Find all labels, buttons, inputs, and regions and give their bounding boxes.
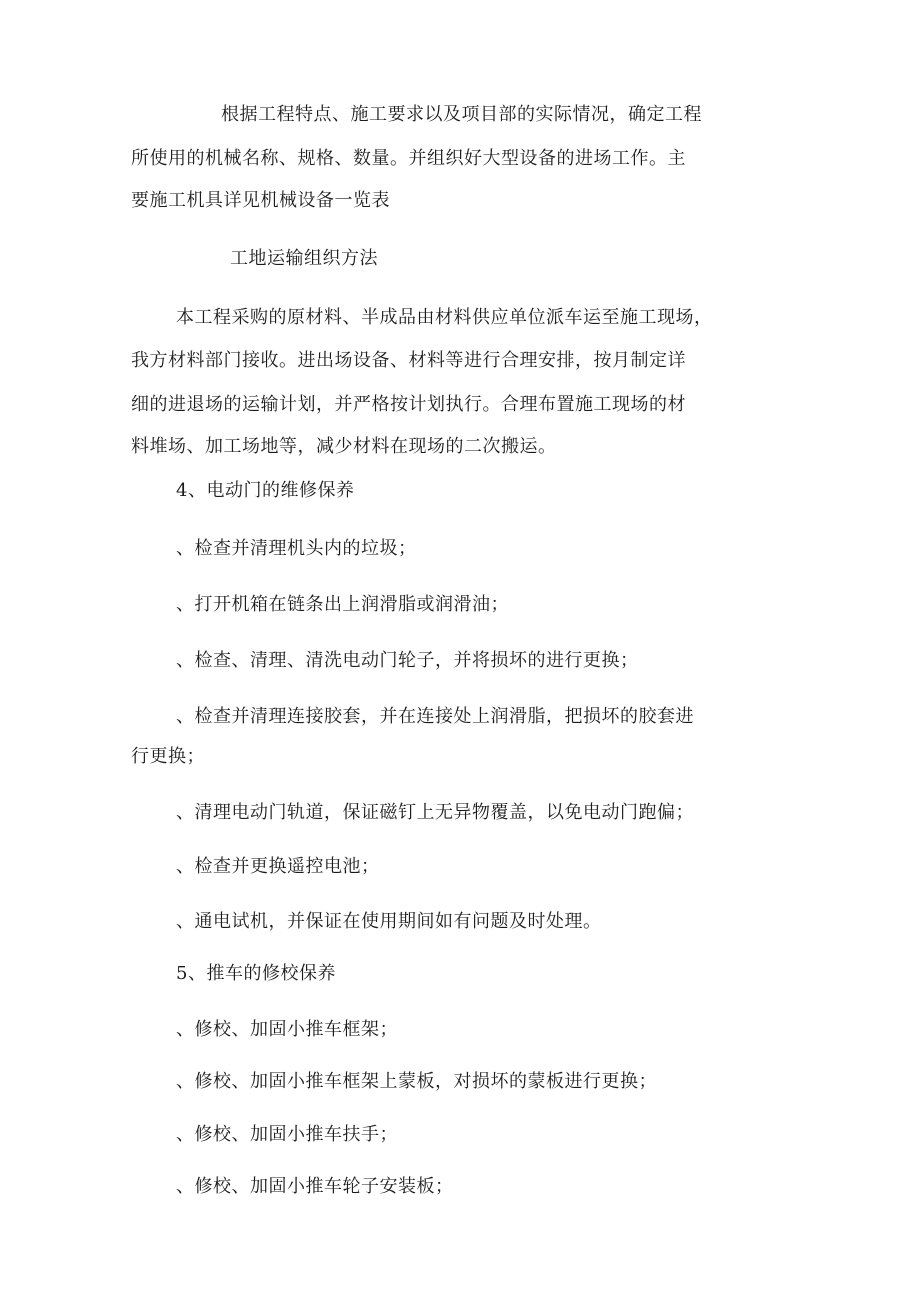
section-4-item-1: 、检查并清理机头内的垃圾； bbox=[176, 538, 417, 559]
transport-line-4: 料堆场、加工场地等，减少材料在现场的二次搬运。 bbox=[131, 436, 557, 457]
intro-line-2: 所使用的机械名称、规格、数量。并组织好大型设备的进场工作。主 bbox=[131, 148, 686, 169]
section-4-item-4: 、检查并清理连接胶套，并在连接处上润滑脂，把损坏的胶套进 bbox=[176, 706, 694, 727]
section-5-item-3: 、修校、加固小推车扶手； bbox=[176, 1124, 398, 1145]
section-4-item-6: 、检查并更换遥控电池； bbox=[176, 856, 380, 877]
transport-heading: 工地运输组织方法 bbox=[230, 248, 378, 269]
intro-line-1: 根据工程特点、施工要求以及项目部的实际情况，确定工程 bbox=[221, 104, 702, 125]
section-5-item-1: 、修校、加固小推车框架； bbox=[176, 1019, 398, 1040]
section-4-heading: 4、电动门的维修保养 bbox=[176, 480, 355, 501]
section-5-item-2: 、修校、加固小推车框架上蒙板，对损坏的蒙板进行更换； bbox=[176, 1071, 657, 1092]
section-5-item-4: 、修校、加固小推车轮子安装板； bbox=[176, 1176, 454, 1197]
section-5-heading: 5、推车的修校保养 bbox=[176, 963, 336, 984]
section-4-item-5: 、清理电动门轨道，保证磁钉上无异物覆盖，以免电动门跑偏； bbox=[176, 802, 694, 823]
transport-line-2: 我方材料部门接收。进出场设备、材料等进行合理安排，按月制定详 bbox=[131, 350, 686, 371]
transport-line-3: 细的进退场的运输计划，并严格按计划执行。合理布置施工现场的材 bbox=[131, 394, 686, 415]
section-4-item-7: 、通电试机，并保证在使用期间如有问题及时处理。 bbox=[176, 911, 602, 932]
intro-line-3: 要施工机具详见机械设备一览表 bbox=[131, 190, 390, 211]
section-4-item-4-cont: 行更换； bbox=[131, 746, 205, 767]
transport-line-1: 本工程采购的原材料、半成品由材料供应单位派车运至施工现场， bbox=[176, 307, 713, 328]
section-4-item-2: 、打开机箱在链条出上润滑脂或润滑油； bbox=[176, 594, 509, 615]
section-4-item-3: 、检查、清理、清洗电动门轮子，并将损坏的进行更换； bbox=[176, 650, 639, 671]
